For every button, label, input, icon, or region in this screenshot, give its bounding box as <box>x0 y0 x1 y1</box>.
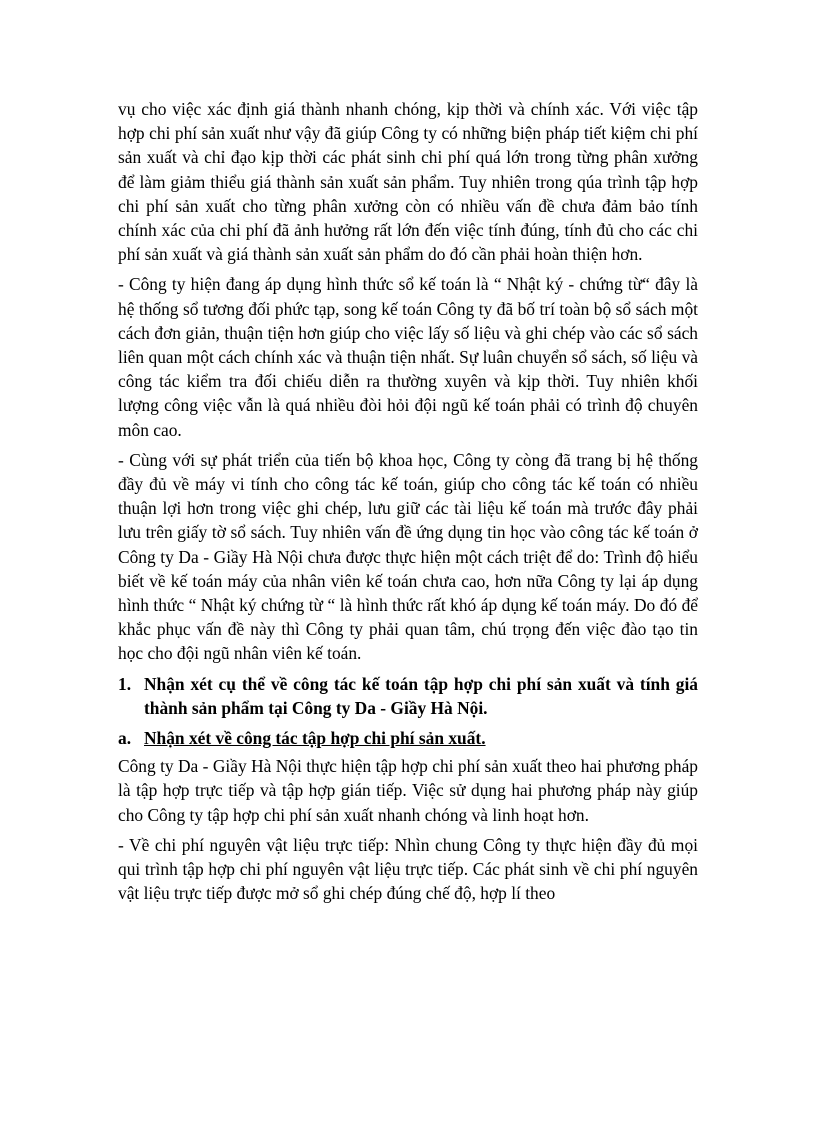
body-paragraph: - Cùng với sự phát triển của tiến bộ khoa học, Công ty còng đã trang bị hệ thống đầy đủ về máy vi tính cho công tác kế toán, giúp cho công tác kế toán có nhiều thuận lợi hơn trong việc ghi chép, lưu giữ các tài liệu kế toán mà trước đây phải lưu trên giấy tờ sổ sách. Tuy nhiên vấn đề ứng dụng tin học vào công tác kế toán ở Công ty Da - Giầy Hà Nội chưa được thực hiện một cách triệt để do: Trình độ hiểu biết về kế toán máy của nhân viên kế toán chưa cao, hơn nữa Công ty lại áp dụng hình thức “ Nhật ký chứng từ “ là hình thức rất khó áp dụng kế toán máy. Do đó để khắc phục vấn đề này thì Công ty phải quan tâm, chú trọng đến việc đào tạo tin học cho đội ngũ nhân viên kế toán. <box>118 449 698 664</box>
body-paragraph: Công ty Da - Giầy Hà Nội thực hiện tập hợp chi phí sản xuất theo hai phương pháp là tập hợp trực tiếp và tập hợp gián tiếp. Việc sử dụng hai phương pháp này giúp cho Công ty tập hợp chi phí sản xuất nhanh chóng và linh hoạt hơn. <box>118 756 698 825</box>
document-page <box>118 97 698 912</box>
section-title: Nhận xét cụ thể về công tác kế toán tập hợp chi phí sản xuất và tính giá thành sản phẩm tại Công ty Da - Giầy Hà Nội. <box>144 673 698 718</box>
subsection-number: a. <box>118 728 132 749</box>
body-paragraph: vụ cho việc xác định giá thành nhanh chóng, kịp thời và chính xác. Với việc tập hợp chi phí sản xuất như vậy đã giúp Công ty có những biện pháp tiết kiệm chi phí sản xuất và chỉ đạo kịp thời các phát sinh chi phí quá lớn trong từng phân xưởng để làm giảm thiểu giá thành sản xuất sản phẩm. Tuy nhiên trong qúa trình tập hợp chi phí sản xuất cho từng phân xưởng còn có nhiều vấn đề chưa đảm bảo tính chính xác của chi phí đã ảnh hưởng rất lớn đến việc tính đúng, tính đủ cho các chi phí sản xuất và giá thành sản xuất sản phẩm do đó cần phải hoàn thiện hơn. <box>118 99 698 265</box>
subsection-title: Nhận xét về công tác tập hợp chi phí sản xuất. <box>144 728 486 749</box>
body-paragraph: - Công ty hiện đang áp dụng hình thức sổ kế toán là “ Nhật ký - chứng từ“ đây là hệ thống sổ tương đối phức tạp, song kế toán Công ty đã bố trí toàn bộ sổ sách một cách đơn giản, thuận tiện hơn giúp cho việc lấy số liệu và ghi chép vào các sổ sách liên quan một cách chính xác và thuận tiện nhất. Sự luân chuyển sổ sách, số liệu và công tác kiểm tra đối chiếu diễn ra thường xuyên và kịp thời. Tuy nhiên khối lượng công việc vẫn là quá nhiều đòi hỏi đội ngũ kế toán phải có trình độ chuyên môn cao. <box>118 274 698 440</box>
section-number: 1. <box>118 673 132 694</box>
subsection-heading <box>118 726 698 750</box>
body-paragraph: - Về chi phí nguyên vật liệu trực tiếp: Nhìn chung Công ty thực hiện đầy đủ mọi qui trình tập hợp chi phí nguyên vật liệu trực tiếp. Các phát sinh về chi phí nguyên vật liệu trực tiếp được mở sổ ghi chép đúng chế độ, hợp lí theo <box>118 834 698 904</box>
section-heading <box>118 672 698 720</box>
